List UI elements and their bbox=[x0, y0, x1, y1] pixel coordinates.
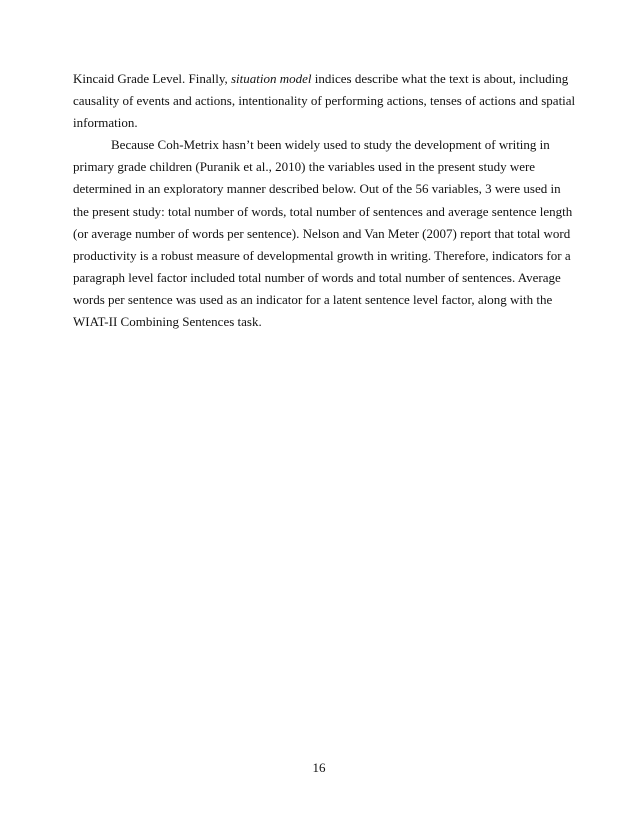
text-line-5: primary grade children (Puranik et al., 2010) the variables used in the present study were bbox=[73, 159, 536, 175]
text-line-2: causality of events and actions, intentionality of performing actions, tenses of actions and spatial bbox=[73, 93, 576, 109]
text-line-6: determined in an exploratory manner described below. Out of the 56 variables, 3 were used in bbox=[73, 181, 561, 197]
italic-term: situation model bbox=[231, 71, 312, 86]
text-line-8: (or average number of words per sentence). Nelson and Van Meter (2007) report that total word bbox=[73, 225, 571, 241]
text-segment: Kincaid Grade Level. Finally, bbox=[73, 71, 231, 86]
text-line-1 bbox=[73, 68, 573, 90]
text-segment: indices describe what the text is about, including bbox=[311, 71, 569, 86]
paragraph-start-line: Because Coh-Metrix hasn’t been widely used to study the development of writing in bbox=[111, 137, 550, 153]
text-line-7: the present study: total number of words, total number of sentences and average sentence length bbox=[73, 203, 573, 219]
page-number: 16 bbox=[312, 760, 326, 775]
text-line-10: paragraph level factor included total number of words and total number of sentences. Average bbox=[73, 269, 561, 285]
text-line-9: productivity is a robust measure of developmental growth in writing. Therefore, indicators for a bbox=[73, 247, 571, 263]
text-line-11: words per sentence was used as an indicator for a latent sentence level factor, along with the bbox=[73, 291, 553, 307]
text-line-12: WIAT-II Combining Sentences task. bbox=[73, 314, 262, 330]
body-text bbox=[73, 68, 576, 333]
text-line-3: information. bbox=[73, 115, 138, 131]
